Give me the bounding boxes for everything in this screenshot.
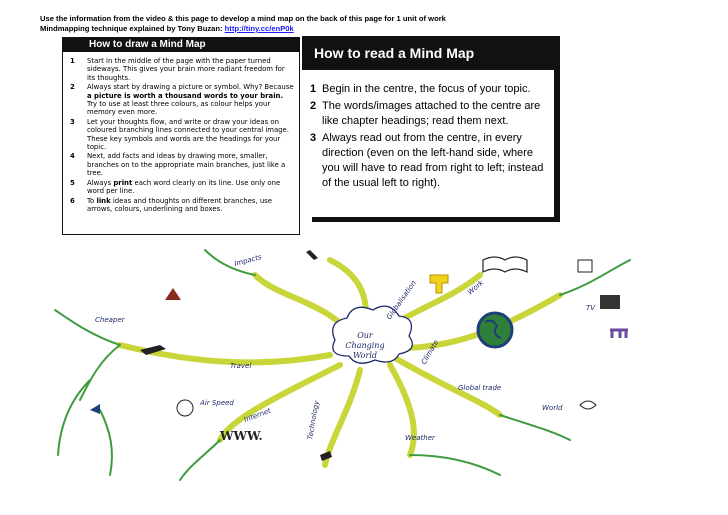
label-www: WWW. [220,429,263,443]
label-cheaper: Cheaper [95,316,125,324]
label-trade: Global trade [458,384,502,392]
label-work: Work [466,278,486,297]
step-text: Start in the middle of the page with the paper turned sideways. This gives your brain more radiant freedom for its thoughts. [87,57,285,82]
step-emphasis: link [96,196,111,205]
center-text: World [353,351,377,360]
how-to-draw-title-bar [63,38,299,52]
source-line [40,24,700,34]
step-number: 3 [70,117,75,126]
tv-icon [600,295,620,309]
step-text: The words/images attached to the centre are like chapter headings; read them next. [322,100,541,127]
music-icon [610,330,628,338]
step-text: Always read out from the centre, in every direction (even on the left-hand side, where you will have to read from right to left; instead of the usual left to right). [322,132,544,189]
label-travel: Travel [230,362,252,370]
center-text: Our [357,331,373,340]
branch-technology [325,370,360,465]
draw-steps-list [67,57,295,214]
sub-weather [410,455,500,475]
label-impacts: Impacts [233,252,263,268]
label-air-speed: Air Speed [200,399,234,407]
ok-sign-icon [578,260,592,272]
step-text: Begin in the centre, the focus of your topic. [322,83,531,95]
video-link[interactable]: http://tiny.cc/enP0k [224,24,294,33]
read-step [310,82,550,97]
center-text: Changing [345,341,385,350]
magnet-icon [430,275,448,293]
label-weather: Weather [405,434,435,442]
eye-icon [177,400,193,416]
branch-tv [390,295,560,348]
how-to-read-title: How to read a Mind Map [314,45,475,61]
volcano-icon [165,288,181,300]
label-globalisation: Globalisation [385,279,418,322]
how-to-read-panel [302,36,560,222]
step-text: ideas and thoughts on different branches, use arrows, colours, underlining and boxes. [87,196,273,213]
step-text: Try to use at least three colours, as colour helps your memory even more. [87,100,271,117]
mind-map-drawing [30,240,698,502]
step-text: Next, add facts and ideas by drawing more, smaller, branches on to the appropriate main branches, just like a tree. [87,152,286,178]
step-number: 2 [70,83,75,92]
label-technology: Technology [306,400,321,441]
source-text: Mindmapping technique explained by Tony Buzan: [40,24,225,33]
label-tv: TV [586,304,596,312]
step-text: each word clearly on its line. Use only one word per line. [87,178,281,196]
step-emphasis: a picture is worth a thousand words to your brain. [87,91,284,100]
step-text: Let your thoughts flow, and write or draw your ideas on coloured branching lines connected to your central image. These key symbols and words are the headings for your topic. [87,117,289,152]
eye-doodle-icon [580,401,596,409]
instructions-line: Use the information from the video & this page to develop a mind map on the back of this page for 1 unit of work [40,14,446,23]
label-internet: Internet [242,406,272,424]
arrow-icon [90,404,100,414]
step-text: Always start by drawing a picture or symbol. Why? Because [87,83,294,92]
step-number: 6 [70,196,75,205]
sub-left-1 [80,345,120,400]
step-number: 1 [310,83,317,95]
instructions-header [40,14,700,34]
step-number: 2 [310,100,317,112]
draw-step [67,197,295,214]
draw-step [67,152,295,177]
main-branches [120,260,560,465]
draw-step [67,57,295,82]
read-steps-list [310,82,550,193]
how-to-read-title-bar [302,36,560,70]
book-icon [483,257,527,272]
label-world: World [542,404,563,412]
read-step [310,99,550,129]
step-number: 3 [310,132,317,144]
sub-world [500,415,570,440]
step-number: 4 [70,152,75,161]
panel-shadow-bottom [312,217,560,222]
sub-tv [560,260,630,295]
step-number: 5 [70,178,75,187]
step-text: Always [87,178,114,187]
panel-shadow-right [554,36,560,222]
step-text: To [87,196,97,205]
how-to-draw-panel [62,37,300,235]
sub-internet [180,440,220,480]
step-number: 1 [70,57,75,65]
label-climate: Climate [419,338,441,366]
windmill-icon [305,245,318,260]
draw-step [67,118,295,152]
sub-left-3 [100,410,112,475]
draw-step [67,83,295,117]
read-step [310,131,550,191]
how-to-draw-title: How to draw a Mind Map [89,39,206,50]
draw-step [67,179,295,196]
step-emphasis: print [113,178,133,187]
